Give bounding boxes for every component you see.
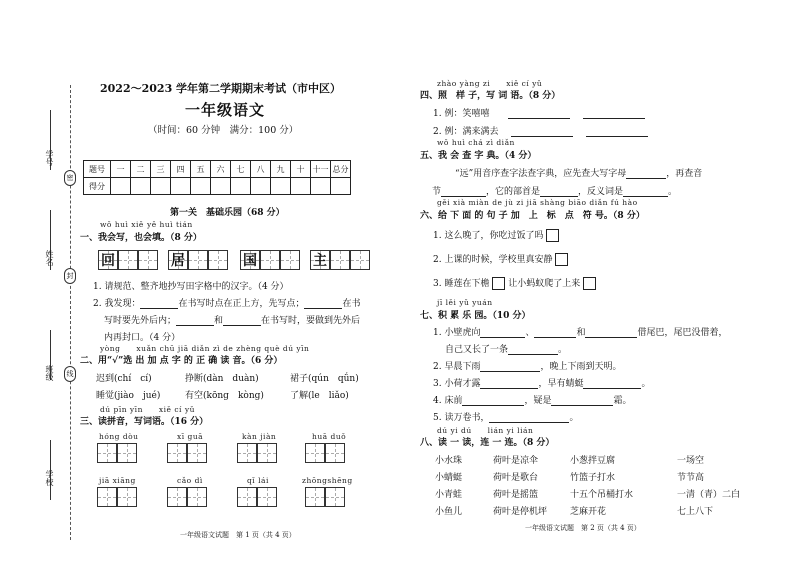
tianzige-blank[interactable] [118, 250, 138, 270]
margin-label-school: 学校 [45, 470, 54, 486]
tianzige-answer[interactable] [257, 443, 277, 463]
q7-text: 自己又长了一条 [445, 345, 509, 355]
tianzige-blank[interactable] [260, 250, 280, 270]
tianzige-blank[interactable] [138, 250, 158, 270]
q1-text: 在书写时，要做到先外后 [261, 316, 361, 326]
q7-text: 1. 小壁虎向 [433, 328, 481, 338]
q2-item[interactable]: 裙子(qún qǘn) [290, 374, 359, 384]
match-item[interactable]: 一清（青）二白 [677, 490, 741, 500]
q1-text: 写时要先外后内； [104, 316, 177, 326]
q1-text: 和 [214, 316, 224, 326]
q2-item[interactable]: 有空(kōng kòng) [185, 391, 264, 401]
q2-item[interactable]: 了解(le liǎo) [290, 391, 349, 401]
score-input-cell[interactable] [191, 178, 211, 195]
tianzige-answer[interactable] [237, 443, 257, 463]
q6-item-1 [433, 228, 559, 242]
score-cell: 三 [151, 161, 171, 178]
match-item[interactable]: 芝麻开花 [570, 507, 607, 517]
q5-line2 [432, 184, 677, 197]
answer-blank[interactable] [462, 405, 524, 406]
q8-pinyin: dú yi dú lián yi lián [437, 426, 534, 435]
match-item[interactable]: 小水珠 [435, 456, 463, 466]
answer-blank[interactable] [551, 405, 613, 406]
answer-blank[interactable] [586, 136, 648, 137]
answer-blank[interactable] [176, 325, 214, 326]
q6-item-3 [433, 276, 596, 290]
punctuation-box[interactable] [492, 277, 505, 290]
score-cell: 总分 [331, 161, 351, 178]
q7-item-2 [433, 359, 621, 372]
q3-word-pinyin: hóng dòu [99, 432, 139, 441]
margin-label-student-id: 学号 [45, 150, 54, 166]
score-cell: 七 [231, 161, 251, 178]
match-item[interactable]: 小青蛙 [435, 490, 463, 500]
match-item[interactable]: 一场空 [677, 456, 705, 466]
score-cell: 一 [111, 161, 131, 178]
tianzige-answer[interactable] [97, 443, 117, 463]
score-input-cell[interactable] [271, 178, 291, 195]
match-item[interactable]: 小葱拌豆腐 [570, 456, 616, 466]
score-input-cell[interactable] [151, 178, 171, 195]
margin-label-name: 姓名 [45, 250, 54, 266]
score-cell: 十一 [311, 161, 331, 178]
tianzige-model: 回 [98, 250, 118, 270]
punctuation-box[interactable] [583, 277, 596, 290]
tianzige-model: 主 [310, 250, 330, 270]
q1-text: 2. 我发现： [93, 299, 141, 309]
score-input-cell[interactable] [251, 178, 271, 195]
q2-item[interactable]: 挣断(dàn duàn) [185, 374, 259, 384]
q7-text: 。 [569, 413, 579, 423]
q7-pinyin: jī lěi yǔ yuán [437, 298, 493, 307]
q7-item-1 [433, 325, 728, 338]
q6-pinyin: gěi xià miàn de jù zi jiā shàng biāo diǎn fú hào [437, 198, 638, 207]
tianzige-answer[interactable] [305, 443, 325, 463]
score-input-cell[interactable] [311, 178, 331, 195]
exam-title: 2022～2023 学年第二学期期末考试（市中区） [100, 82, 342, 95]
q7-text: 、 [525, 328, 535, 338]
match-item[interactable]: 荷叶是歌台 [493, 473, 539, 483]
tianzige-blank[interactable] [188, 250, 208, 270]
tianzige-answer[interactable] [325, 487, 345, 507]
q7-item-4 [433, 393, 631, 406]
part1-heading: 第一关 基础乐园（68 分） [170, 208, 285, 218]
q1-pinyin: wǒ huì xiě [100, 220, 144, 229]
tianzige-answer[interactable] [117, 487, 137, 507]
q2-pinyin: yòng xuǎn chū jiā diǎn zì de zhèng què dú yīn [100, 344, 310, 353]
score-cell: 六 [211, 161, 231, 178]
q2-item[interactable]: 睡觉(jiào jué) [96, 391, 161, 401]
q2-item[interactable]: 迟到(chí cí) [96, 374, 152, 384]
punctuation-box[interactable] [546, 229, 559, 242]
q8-title: 八、读 一 读，连 一 连。（8 分） [420, 438, 555, 448]
score-cell: 八 [251, 161, 271, 178]
q3-word-pinyin: jiā xiāng [99, 476, 136, 485]
q4-text: 2. 例：满来满去 [433, 127, 499, 137]
q5-text: “远”用音序查字法查字典，应先查大写字母 [455, 169, 627, 179]
answer-blank[interactable] [441, 196, 486, 197]
footer-page-2: 一年级语文试题 第 2 页（共 4 页） [525, 524, 641, 532]
tianzige-answer[interactable] [187, 443, 207, 463]
q7-text: 2. 早晨下雨 [433, 362, 481, 372]
answer-blank[interactable] [304, 308, 342, 309]
q7-text: ，早有蜻蜓 [538, 379, 584, 389]
score-input-cell[interactable] [111, 178, 131, 195]
tianzige-model: 居 [168, 250, 188, 270]
margin-knot-xian: 线 [64, 366, 76, 382]
answer-blank[interactable] [583, 118, 645, 119]
tianzige-answer[interactable] [97, 487, 117, 507]
answer-blank[interactable] [480, 337, 525, 338]
score-row-label: 得分 [84, 178, 111, 195]
q3-word-pinyin: kàn jiàn [242, 432, 277, 441]
match-item[interactable]: 竹篮子打水 [570, 473, 616, 483]
q3-word-pinyin: zhōngshēng [302, 476, 353, 485]
q6-text: 3. 睡莲在下檐 [433, 279, 490, 289]
match-item[interactable]: 小鱼儿 [435, 507, 463, 517]
score-input-cell[interactable] [331, 178, 351, 195]
answer-blank[interactable] [508, 354, 558, 355]
q5-text: ，它的部首是 [486, 187, 541, 197]
q7-item-3 [433, 376, 650, 389]
answer-blank[interactable] [623, 196, 668, 197]
q7-item-5 [433, 410, 578, 423]
answer-blank[interactable] [583, 388, 641, 389]
answer-blank[interactable] [534, 337, 576, 338]
tianzige-model: 国 [240, 250, 260, 270]
q3-word-pinyin: cǎo dì [177, 476, 203, 485]
match-item[interactable]: 荷叶是停机坪 [493, 507, 548, 517]
tianzige-answer[interactable] [117, 443, 137, 463]
binding-dashed-line [70, 85, 71, 540]
q5-text: ，反义词是 [578, 187, 624, 197]
q5-line1 [455, 166, 702, 179]
q7-text: 霜。 [613, 396, 632, 406]
q1-item2-line2 [104, 313, 360, 326]
tianzige-answer[interactable] [187, 487, 207, 507]
q4-example-2 [433, 124, 648, 137]
q7-item-1-cont [445, 342, 567, 355]
score-input-cell[interactable] [291, 178, 311, 195]
q6-title: 六、给 下 面 的 句 子 加 上 标 点 符 号。（8 分） [420, 211, 645, 221]
tianzige-answer[interactable] [305, 487, 325, 507]
score-input-cell[interactable] [211, 178, 231, 195]
q6-text: 1. 这么晚了，你吃过饭了吗 [433, 231, 544, 241]
q7-text: 。 [641, 379, 651, 389]
q3-word-pinyin: qǐ lái [247, 476, 269, 485]
q5-title: 五、我 会 查 字 典。（4 分） [420, 151, 537, 161]
match-item[interactable]: 十五个吊桶打水 [570, 490, 634, 500]
score-cell: 九 [271, 161, 291, 178]
q6-text: 2. 上课的时候，学校里真安静 [433, 255, 553, 265]
q3-word-pinyin: xī guā [177, 432, 204, 441]
q3-title: 三、读拼音，写词语。（16 分） [80, 417, 209, 427]
q7-text: ，疑是 [524, 396, 552, 406]
score-table [83, 160, 351, 195]
q3-pinyin: dú pīn yīn xiě cí yǔ [100, 405, 195, 414]
tianzige-blank[interactable] [350, 250, 370, 270]
score-cell: 题号 [84, 161, 111, 178]
match-item[interactable]: 节节高 [677, 473, 705, 483]
score-input-cell[interactable] [231, 178, 251, 195]
tianzige-answer[interactable] [325, 443, 345, 463]
q1-text: 在书写时点在正上方，先写点； [178, 299, 305, 309]
q7-title: 七、积 累 乐 园。（10 分） [420, 311, 531, 321]
tianzige-blank[interactable] [208, 250, 228, 270]
answer-blank[interactable] [480, 388, 538, 389]
q7-text: 4. 床前 [433, 396, 463, 406]
tianzige-answer[interactable] [257, 487, 277, 507]
answer-blank[interactable] [508, 118, 570, 119]
match-item[interactable]: 荷叶是凉伞 [493, 456, 539, 466]
margin-knot-feng: 封 [64, 268, 76, 284]
q5-pinyin: wǒ huì chá zì diǎn [437, 138, 515, 147]
answer-blank[interactable] [140, 308, 178, 309]
score-table-header-row [84, 161, 351, 178]
q6-text: 让小蚂蚁爬了上来 [508, 279, 581, 289]
q7-text: 借尾巴，尾巴没借着， [637, 328, 728, 338]
q4-text: 1. 例：笑嘻嘻 [433, 109, 490, 119]
answer-blank[interactable] [511, 136, 573, 137]
q1-item1: 1. 请规范、整齐地抄写田字格中的汉字。（4 分） [93, 282, 289, 292]
q5-text: 节 [432, 187, 442, 197]
q4-title: 四、照 样 子，写 词 语。（8 分） [420, 91, 561, 101]
match-item[interactable]: 小蜻蜓 [435, 473, 463, 483]
answer-blank[interactable] [585, 337, 637, 338]
time-score-info: （时间：60 分钟 满分：100 分） [148, 125, 299, 136]
tianzige-answer[interactable] [167, 443, 187, 463]
punctuation-box[interactable] [555, 253, 568, 266]
tianzige-answer[interactable] [237, 487, 257, 507]
tianzige-blank[interactable] [280, 250, 300, 270]
score-cell: 五 [191, 161, 211, 178]
score-table-score-row [84, 178, 351, 195]
q1-item2-line1 [93, 296, 360, 309]
q1-pinyin-2: yě huì tián [147, 220, 193, 229]
q4-pinyin: zhào yàng zi xiě cí yǔ [437, 79, 543, 88]
score-cell: 十 [291, 161, 311, 178]
score-input-cell[interactable] [171, 178, 191, 195]
answer-blank[interactable] [223, 325, 261, 326]
match-item[interactable]: 荷叶是摇篮 [493, 490, 539, 500]
score-cell: 二 [131, 161, 151, 178]
q7-text: ，晚上下雨到天明。 [540, 362, 622, 372]
answer-blank[interactable] [626, 178, 666, 179]
q1-item2-line3: 内再封口。（4 分） [104, 333, 181, 343]
q7-text: 5. 读万卷书， [433, 413, 490, 423]
answer-blank[interactable] [480, 371, 540, 372]
margin-label-class: 班级 [45, 365, 54, 381]
q6-item-2 [433, 252, 568, 266]
q7-text: 3. 小荷才露 [433, 379, 481, 389]
q1-text: 在书 [342, 299, 361, 309]
margin-knot-mi: 密 [64, 170, 76, 186]
footer-page-1: 一年级语文试题 第 1 页（共 4 页） [180, 531, 296, 539]
q1-title: 一、我会写，也会填。（8 分） [80, 233, 202, 243]
match-item[interactable]: 七上八下 [677, 507, 714, 517]
q3-word-pinyin: huā duǒ [312, 432, 347, 441]
tianzige-blank[interactable] [330, 250, 350, 270]
score-cell: 四 [171, 161, 191, 178]
answer-blank[interactable] [489, 422, 569, 423]
q4-example-1 [433, 106, 645, 119]
q5-text: ，再查音 [666, 169, 703, 179]
score-input-cell[interactable] [131, 178, 151, 195]
tianzige-answer[interactable] [167, 487, 187, 507]
answer-blank[interactable] [540, 196, 578, 197]
subject-title: 一年级语文 [185, 101, 266, 119]
q5-text: 。 [668, 187, 678, 197]
q7-text: 。 [558, 345, 568, 355]
q7-text: 和 [576, 328, 586, 338]
q2-title: 二、用“√”选 出 加 点 字 的 正 确 读 音。（6 分） [80, 356, 283, 366]
